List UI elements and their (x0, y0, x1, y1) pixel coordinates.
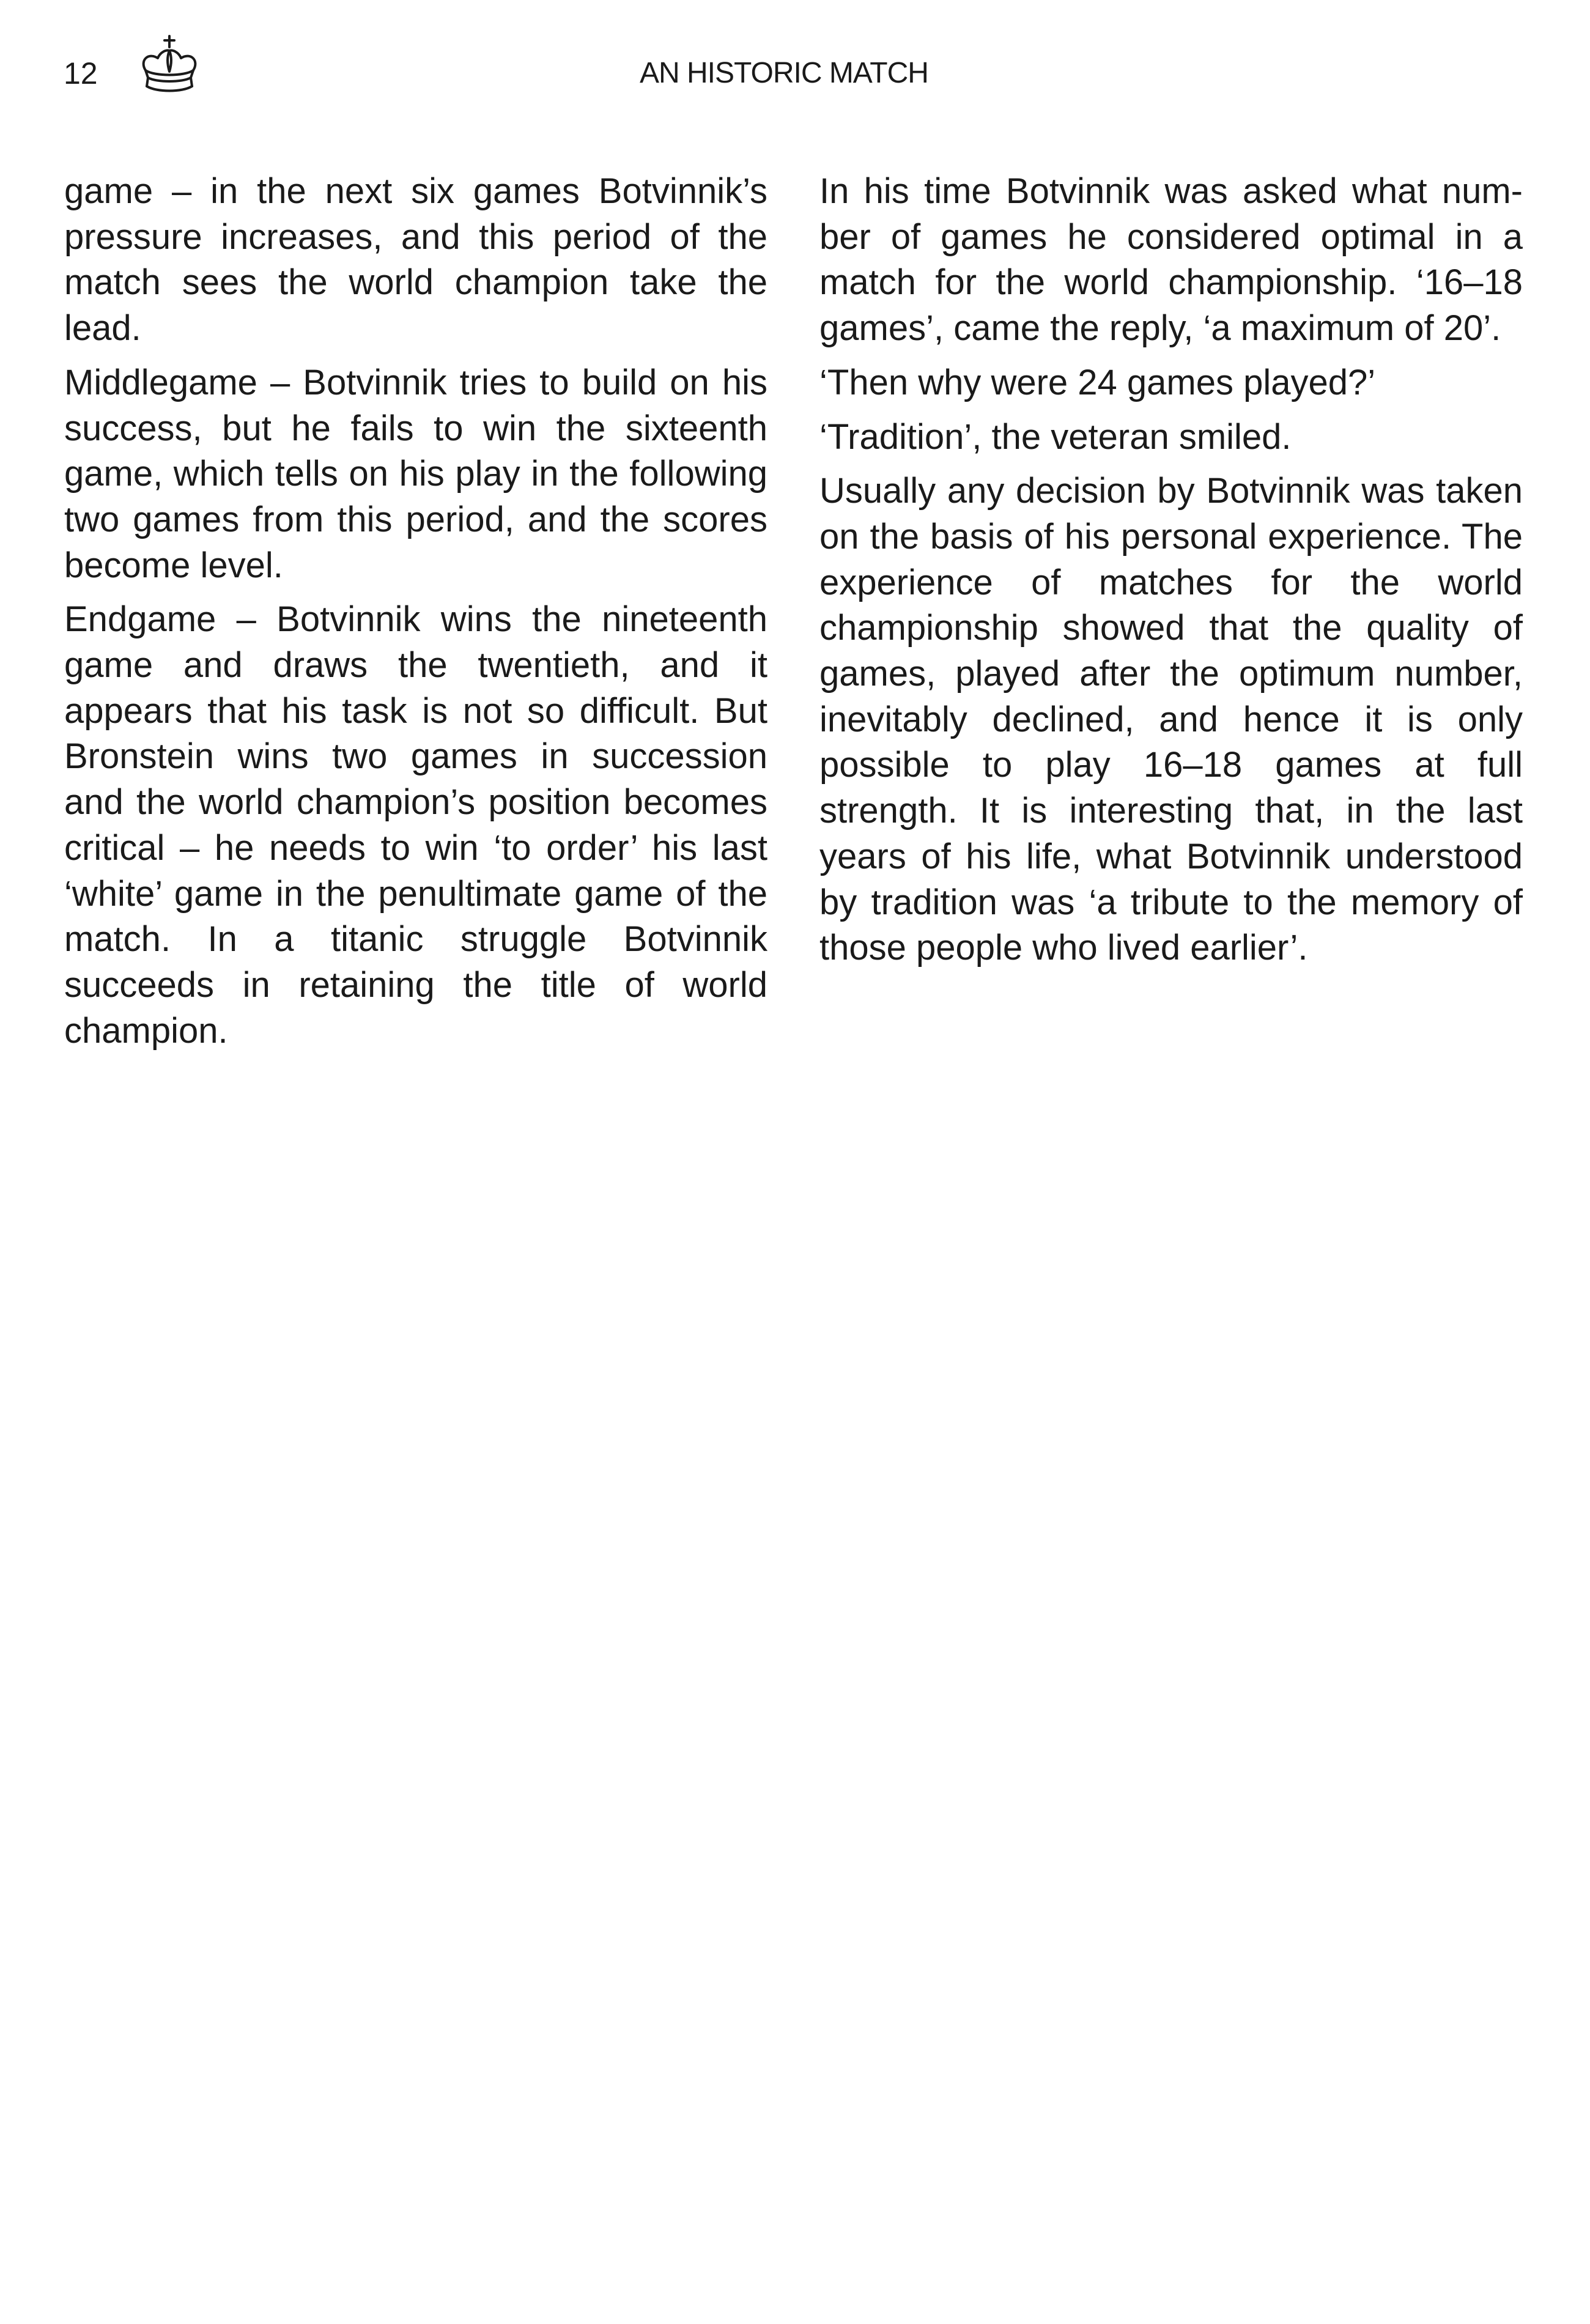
paragraph: Endgame – Botvinnik wins the nineteenth game and draws the twentieth, and it appears that his task is not so difficult. But Bronstein wins two games in succession and the world champion’s position becomes critical – he needs to win ‘to order’ his last ‘white’ game in the penultimate game of the match. In a titanic struggle Botvinnik succeeds in retaining the title of world champion. (64, 599, 767, 1051)
left-column (64, 169, 767, 1062)
running-head: AN HISTORIC MATCH (640, 57, 928, 89)
paragraph: In his time Botvinnik was asked what number of games he considered optimal in a match for the world championship. ‘16–18 games’, came the reply, ‘a maximum of 20’. (819, 171, 1523, 349)
page-header (0, 0, 1590, 147)
paragraph: Middlegame – Botvinnik tries to build on his success, but he fails to win the sixteenth game, which tells on his play in the following two games from this period, and the scores become level. (64, 362, 767, 585)
paragraph: Usually any decision by Botvinnik was taken on the basis of his personal experience. The experience of matches for the world championship showed that the quality of games, played after the optimum number, inevitably declined, and hence it is only possible to play 16–18 games at full strength. It is interesting that, in the last years of his life, what Botvinnik understood by tradition was ‘a tribute to the memory of those people who lived earlier’. (819, 471, 1523, 968)
chess-king-crown-icon (136, 34, 203, 101)
page-number: 12 (64, 56, 98, 91)
paragraph: ‘Tradition’, the veteran smiled. (819, 416, 1292, 457)
paragraph: game – in the next six games Botvinnik’s pressure increases, and this period of the match sees the world champion take the lead. (64, 171, 767, 349)
right-column (819, 169, 1523, 980)
paragraph: ‘Then why were 24 games played?’ (819, 362, 1376, 402)
